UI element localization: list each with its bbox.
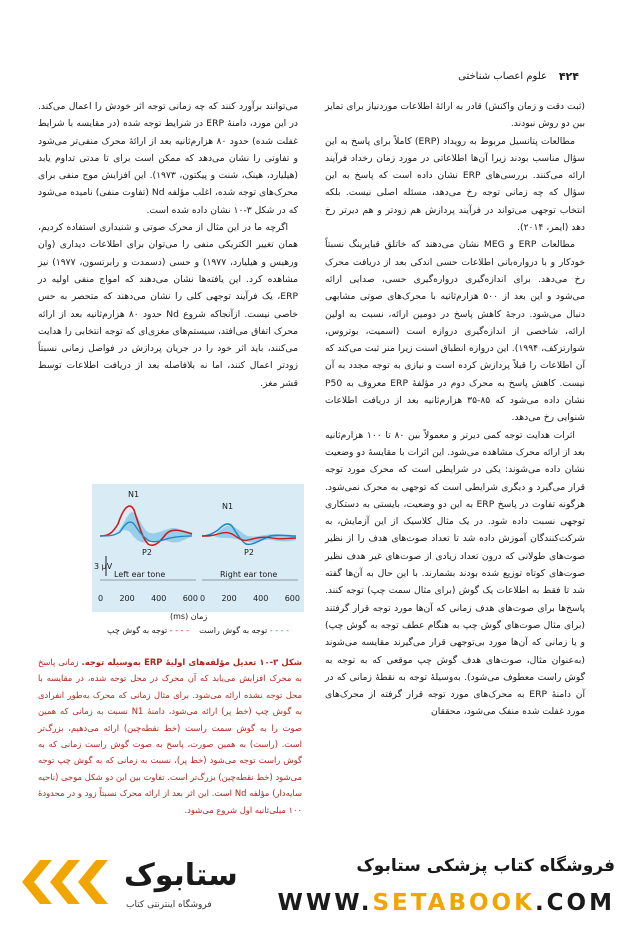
right-column [325, 98, 585, 721]
left-panel-label: Left ear tone [114, 570, 166, 579]
x-ticks-right [200, 594, 300, 603]
paragraph: اگرچه ما در این مثال از محرک صوتی و شنیداری استفاده کردیم، همان تغییر الکتریکی منفی را می‌توان برای اطلاعات دیداری (وان ورهیس و هیلیارد، ۱۹۷۷) و حسی (دسمدت و رابرتسون، ۱۹۷۷) نیز مشاهده کرد. این یافته‌ها نشان می‌دهند که امواج منفی اولیه در ERP، یک فرآیند توجهی کلی را نشان می‌دهند که متحصر به حس خاصی نیست. ازآنجاکه شروع Nd حدود ۸۰ هزارم‌ثانیه بعد از ارائه محرک اتفاق می‌افتد، سیستم‌های مغزی‌ای که توجه انتخابی را هدایت می‌کنند، باید اثر خود را در جریان پردازش در فواصل زمانی نسبتاً زودتر اعمال کنند، اما نه بلافاصله بعد از دریافت اطلاعات توسط قشر مغز. [38, 222, 298, 389]
tick-label: 400 [253, 594, 269, 603]
legend-blue-label: توجه به گوش راست [199, 626, 268, 635]
left-column [38, 98, 298, 392]
logo-subtitle: فروشگاه اینترنتی کتاب [126, 900, 212, 910]
paragraph: (ثبت دقت و زمان واکنش) قادر به ارائهٔ اطلاعات موردنیاز برای تمایز بین دو روش نبودند. [325, 101, 585, 130]
n1-label-right: N1 [222, 502, 234, 511]
shop-url[interactable] [278, 890, 616, 916]
x-ticks-left [98, 594, 198, 603]
p2-label-right: P2 [244, 548, 254, 557]
nd-shaded-area-right [214, 526, 296, 543]
logo-text: ستابوک [124, 858, 238, 893]
tick-label: 0 [98, 594, 104, 603]
erp-waveforms [92, 484, 304, 612]
tick-label: 400 [151, 594, 167, 603]
caption-text: زمانی پاسخ به محرک افزایش می‌یابد که آن محرک در محل توجه شده، در مقایسه با محل توجه نشده ارائه می‌شود. برای مثال زمانی که محرک به‌طور انفرادی به گوش چپ (خط پر) ارائه می‌شود، دامنهٔ N1 نسبت به زمانی که همین صوت را به گوش سمت راست (خط نقطه‌چین) ارائه می‌دهیم، بزرگ‌تر است. (راست) به همین صورت، پاسخ به صوت گوش راست زمانی که به گوش راست توجه می‌شود (خط پر)، نسبت به زمانی که به گوش چپ توجه می‌شود (خط نقطه‌چین) بزرگ‌تر است. تفاوت بین این دو شکل موجی (ناحیه سایه‌دار) مؤلفه Nd است. این اثر بعد از ارائه محرک نسبتاً زود و در محدودهٔ ۱۰۰ میلی‌ثانیه اول شروع می‌شود. [38, 657, 303, 815]
legend-blue-swatch: - - - - [269, 626, 289, 635]
paragraph: مطالعات پتانسیل مربوط به رویداد (ERP) کاملاً برای پاسخ به این سؤال مناسب بودند زیرا آن‌ها اطلاعاتی در مورد زمان رخداد فرآیند ارائه می‌کنند. بررسی‌های ERP نشان داده است که پاسخ به این سؤال که چه زمانی توجه رخ می‌دهد، مسئله اصلی نیست. بلکه انتخاب توجهی می‌تواند در فرآیند پردازش هم زودتر و هم دیرتر رخ دهد (ایمر، ۲۰۱۴). [325, 135, 586, 234]
p2-label-left: P2 [142, 548, 152, 557]
legend-red-swatch: - - - - [169, 626, 189, 635]
scale-label: 3 μV [94, 562, 113, 571]
tick-label: 600 [284, 594, 300, 603]
running-title: علوم اعصاب شناختی [458, 71, 547, 82]
figure-caption [38, 654, 302, 818]
paragraph: می‌توانند برآورد کنند که چه زمانی توجه اثر خودش را اعمال می‌کند. در این مورد، دامنهٔ ERP در شرایط توجه شده (در مقایسه با شرایط غفلت شده) حدود ۸۰ هزارم‌ثانیه بعد از ارائهٔ محرک منفی‌تر می‌شود و تفاوتی را نشان می‌دهد که ممکن است برای تا مدتی تداوم یابد (هیلیارد، هینک، شنت و پیکتون، ۱۹۷۳). این افزایش موج منفی برای محرک‌های توجه شده، اغلب مؤلفه Nd (تفاوت منفی) نامیده می‌شود که در شکل ۳-۱۰ نشان داده شده است. [38, 101, 298, 216]
right-panel-label: Right ear tone [220, 570, 278, 579]
footer-banner [0, 846, 643, 926]
tick-label: 0 [200, 594, 206, 603]
nd-shaded-area-left [114, 512, 192, 543]
url-prefix: WWW. [277, 890, 373, 916]
x-axis-label: زمان (ms) [170, 612, 208, 621]
figure-legend [92, 626, 304, 635]
page-number: ۴۲۴ [558, 70, 579, 83]
paragraph: اثرات هدایت توجه کمی دیرتر و معمولاً بین ۸۰ تا ۱۰۰ هزارم‌ثانیه بعد از ارائه محرک مشاهده می‌شود. این اثرات با مقایسهٔ دو وضعیت نشان داده می‌شوند: یکی در شرایطی است که محرک مورد توجه قرار می‌گیرد و دیگری شرایطی است که توجهی به محرک نمی‌شود. هرگونه تفاوت در پاسخ ERP به این دو وضعیت، بایستی به دستکاری توجهی نسبت داده شود. در یک مثال کلاسیک از این آزمایش، به شرکت‌کنندگان آموزش داده شد تا تعداد صوت‌های هدف را از نظیر صوت‌های طولانی که درون تعداد زیادی از صوت‌های غیر هدف نظیر صوت‌های کوتاه توزیع شده بودند بشمارند. با این حال به آن‌ها گفته شد تا فقط به اطلاعات یک گوش (برای مثال سمت چپ) توجه کنند. پاسخ‌ها برای صوت‌های هدف زمانی که آن‌ها مورد توجه قرار گرفتند (برای مثال صوت‌های گوش چپ به هنگام عطف توجه به گوش چپ) و یا زمانی که آن‌ها مورد بی‌توجهی قرار می‌گیرند مقایسه می‌شوند (به‌عنوان مثال، صوت‌های هدف گوش چپ موقعی که به توجه به گوش راست معطوف می‌شود). به‌وسیلهٔ توجه به نقطهٔ زمانی که در آن دامنهٔ ERP به محرک‌های مورد توجه قرار گرفته از محرک‌های مورد غفلت شده منفک می‌شود، محققان [325, 429, 585, 718]
n1-label-left: N1 [128, 490, 140, 499]
url-main: SETABOOK [372, 890, 535, 916]
page-header [0, 66, 643, 90]
erp-figure [92, 484, 304, 612]
paragraph: مطالعات ERP و MEG نشان می‌دهند که خاتلق قبایرینگ نسبتاً خودکار و با درواره‌بانی اطلاعات حسی اندکی بعد از دریافت محرک رخ می‌دهد. برای اندازه‌گیری درواره‌گیری حسی، صدایی ارائه می‌شود و این بعد از ۵۰۰ هزارم‌ثانیه با محرک‌های صوتی مشابهی دنبال می‌شود. درجهٔ کاهش پاسخ در دومین ارائه، نسبت به اولین ارائه، شاخصی از اندازه‌گیری دروازه است (اسمیت، بوتروس، شوارتزکف، ۱۹۹۴). این دروازه انطباق اسنت زیرا منر ثبت می‌کند که آن اطلاعات را قبلاً پردازش کرده است و نیازی به توجه مجدد به آن نیست. کاهش پاسخ به محرک دوم در مؤلفهٔ ERP معروف به P50 نشان داده می‌شود که ۸۵-۳۵ هزارم‌ثانیه بعد از دریافت اطلاعات شنوایی رخ می‌دهد. [325, 239, 585, 424]
url-suffix: .COM [534, 890, 615, 916]
tick-label: 600 [182, 594, 198, 603]
tick-label: 200 [119, 594, 135, 603]
legend-red-label: توجه به گوش چپ [107, 626, 168, 635]
caption-label: شکل ۳-۱۰ تعدیل مؤلفه‌های اولیهٔ ERP به‌وسیله توجه. [81, 657, 303, 667]
setabook-logo [18, 852, 258, 918]
shop-title: فروشگاه کتاب پزشکی ستابوک [356, 856, 615, 876]
logo-chevrons-icon [18, 852, 118, 912]
tick-label: 200 [221, 594, 237, 603]
